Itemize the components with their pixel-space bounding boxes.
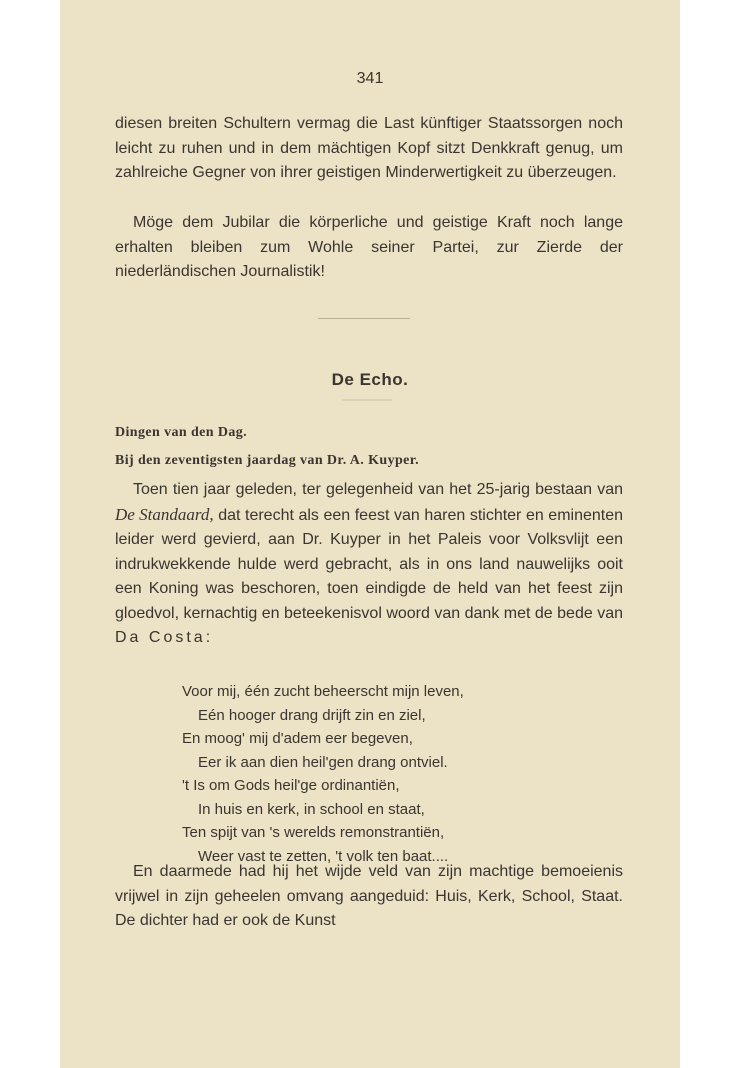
paragraph-3-after: : — [205, 629, 211, 646]
paragraph-2 — [115, 211, 623, 285]
paragraph-3 — [115, 478, 623, 651]
poem-line: Eer ik aan dien heil'gen drang ontviel. — [198, 753, 448, 771]
paragraph-4 — [115, 860, 623, 934]
paragraph-1: diesen breiten Schultern vermag die Last künftiger Staatssorgen noch leicht zu ruhen und in dem mächtigen Kopf sitzt Denkkraft genug, um zahlreiche Gegner von ihrer geistigen Minderwertigkeit zu überzeugen. — [115, 115, 623, 181]
title-underline-shadow — [342, 399, 392, 401]
section-divider — [318, 318, 410, 319]
poem-line: Eén hooger drang drijft zin en ziel, — [198, 706, 426, 724]
scan-margin — [680, 0, 738, 1068]
poem-line: 't Is om Gods heil'ge ordinantiën, — [182, 777, 400, 794]
subheading-1: Dingen van den Dag. — [115, 425, 248, 440]
paragraph-3-middle: dat terecht als een feest van haren stichter en eminenten leider werd gevierd, aan Dr. Kuyper in het Paleis voor Volksvlijt een indrukwekkende hulde werd gebracht, als in ons land nauwelijks ooit een Koning was beschoren, toen eindigde de held van het feest zijn gloedvol, kernachtig en beteekenisvol woord van dank met de bede van — [115, 506, 624, 622]
poet-name: Da Costa — [115, 629, 206, 646]
newspaper-title: De Standaard, — [115, 504, 214, 524]
paragraph-2-text: Möge dem Jubilar die körperliche und geistige Kraft noch lange erhalten bleiben zum Wohle seiner Partei, zur Zierde der niederländischen Journalistik! — [115, 214, 623, 280]
poem-line: In huis en kerk, in school en staat, — [198, 800, 425, 818]
poem-line: Voor mij, één zucht beheerscht mijn leven, — [182, 683, 464, 700]
page-text — [60, 0, 680, 1068]
paragraph-4-text: En daarmede had hij het wijde veld van zijn machtige bemoeienis vrijwel in zijn geheelen omvang aangeduid: Huis, Kerk, School, Staat. De dichter had er ook de Kunst — [115, 863, 623, 929]
poem-line: Weer vast te zetten, 't volk ten baat.... — [198, 847, 449, 865]
section-title: De Echo. — [331, 370, 409, 389]
poem — [182, 680, 602, 868]
subheading-2: Bij den zeventigsten jaardag van Dr. A. Kuyper. — [115, 453, 419, 468]
page-number: 341 — [356, 70, 384, 87]
poem-line: En moog' mij d'adem eer begeven, — [182, 730, 413, 747]
poem-line: Ten spijt van 's werelds remonstrantiën, — [182, 824, 445, 841]
book-page — [60, 0, 680, 1068]
paragraph-3-before: Toen tien jaar geleden, ter gelegenheid van het 25-jarig bestaan van — [133, 481, 623, 498]
